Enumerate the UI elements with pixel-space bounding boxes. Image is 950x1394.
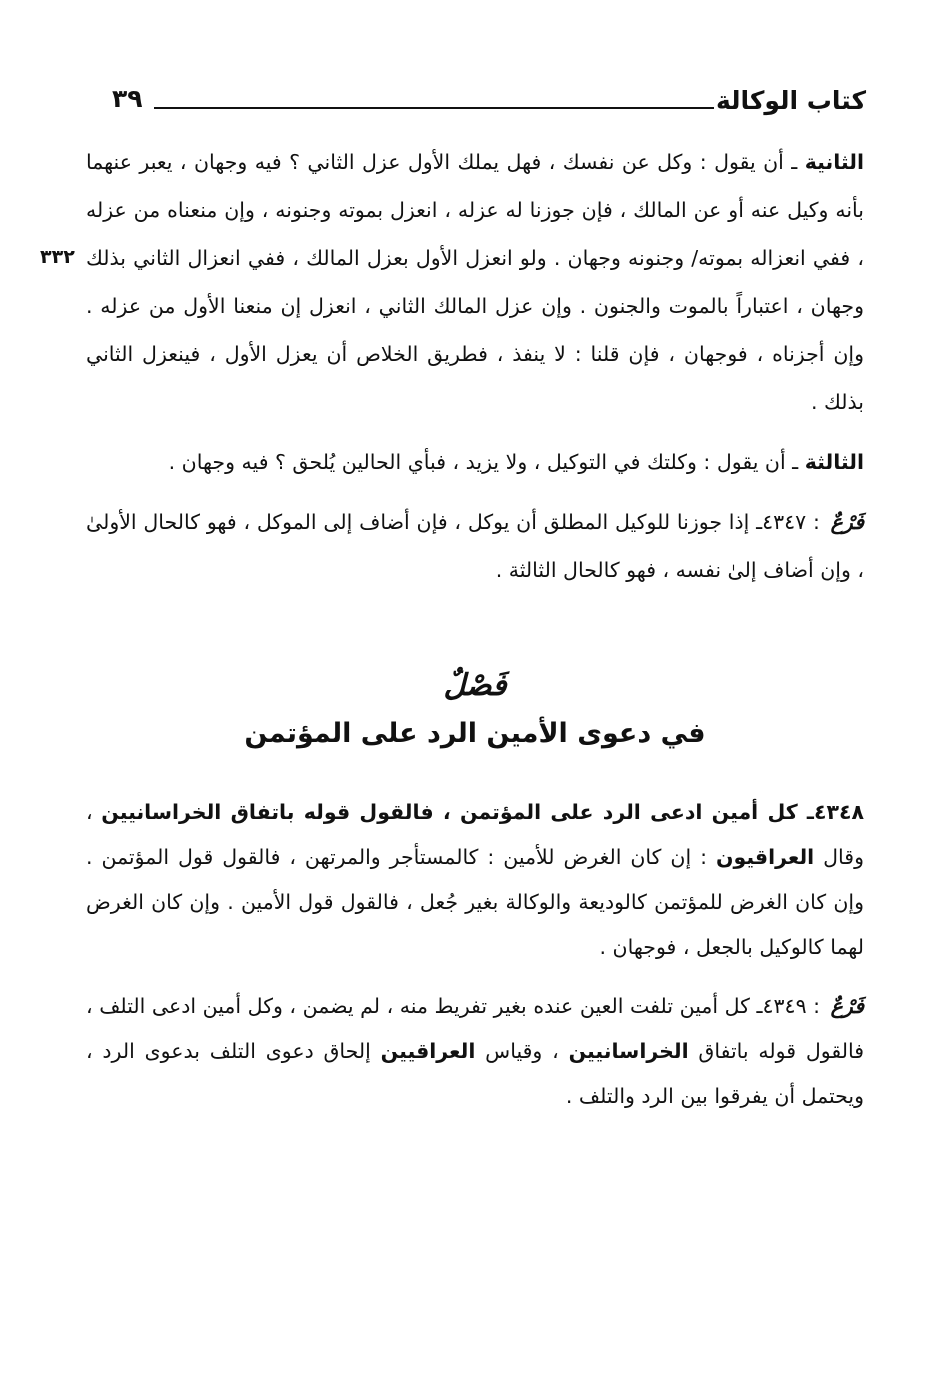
margin-page-reference: ٣٣٢: [40, 246, 75, 268]
fasl-ornament: فَصْلٌ: [443, 668, 507, 703]
paragraph-text: : إن كان الغرض للأمين : كالمستأجر والمرتهن ، فالقول قول المؤتمن . وإن كان الغرض للمؤتمن كالوديعة والوكالة بغير جُعل ، فالقول قول الأمين . وإن كان الغرض لهما كالوكيل بالجعل ، فوجهان .: [86, 845, 864, 959]
page-number: ٣٩: [112, 84, 143, 113]
header-rule: [154, 107, 714, 109]
body-text-bottom: [86, 790, 864, 1133]
book-title: كتاب الوكالة: [715, 86, 866, 115]
section-title: في دعوى الأمين الرد على المؤتمن: [244, 718, 706, 749]
paragraph-text: ، وقياس: [475, 1039, 569, 1063]
far-marker: فَرْعٌ: [830, 994, 864, 1018]
paragraph-text: : ٤٣٤٩ـ كل أمين تلفت العين عنده بغير تفريط منه ، لم يضمن ، وكل أمين ادعى التلف ، فالقول قوله باتفاق: [86, 994, 864, 1063]
paragraph-text: ـ أن يقول : وكلتك في التوكيل ، ولا يزيد ، فبأي الحالين يُلحق ؟ فيه وجهان .: [168, 450, 805, 474]
paragraph-text: ، وقال: [86, 800, 864, 869]
bold-term: العراقيين: [380, 1039, 476, 1063]
bold-term: الخراسانيين: [568, 1039, 689, 1063]
page-header: [86, 80, 866, 120]
paragraph-text: ـ أن يقول : وكل عن نفسك ، فهل يملك الأول عزل الثاني ؟ فيه وجهان ، يعبر عنهما بأنه وكيل عنه أو عن المالك ، فإن جوزنا له عزله ، انعزل بموته وجنونه ، وإن منعناه من عزله ، ففي انعزاله بموته/ وجنونه وجهان . ولو انعزل الأول بعزل المالك ، ففي انعزال الثاني بذلك وجهان ، اعتباراً بالموت والجنون . وإن عزل المالك الثاني ، انعزل إن منعنا الأول من عزله . وإن أجزناه ، فوجهان ، فإن قلنا : لا ينفذ ، فطريق الخلاص أن يعزل الأول ، فينعزل الثاني بذلك .: [86, 150, 864, 414]
paragraph-far-4349: [86, 984, 864, 1119]
bold-term: العراقيون: [715, 845, 815, 869]
paragraph-third-case: [86, 438, 864, 486]
paragraph-4348: [86, 790, 864, 970]
bold-term: الخراسانيين: [101, 800, 222, 824]
paragraph-text: ٤٣٤٨ـ كل أمين ادعى الرد على المؤتمن ، فالقول قوله باتفاق: [221, 800, 865, 824]
paragraph-far-4347: [86, 498, 864, 594]
paragraph-text: إلحاق دعوى التلف بدعوى الرد ، ويحتمل أن يفرقوا بين الرد والتلف .: [86, 1039, 864, 1108]
paragraph-second-case: [86, 138, 864, 426]
paragraph-lead: الثالثة: [804, 450, 864, 474]
paragraph-text: : ٤٣٤٧ـ إذا جوزنا للوكيل المطلق أن يوكل ، فإن أضاف إلى الموكل ، فهو كالحال الأولىٰ ، وإن أضاف إلىٰ نفسه ، فهو كالحال الثالثة .: [86, 510, 864, 582]
section-heading: [86, 664, 864, 760]
paragraph-lead: الثانية: [804, 150, 864, 174]
far-marker: فَرْعٌ: [830, 510, 865, 534]
body-text-top: [86, 138, 864, 606]
